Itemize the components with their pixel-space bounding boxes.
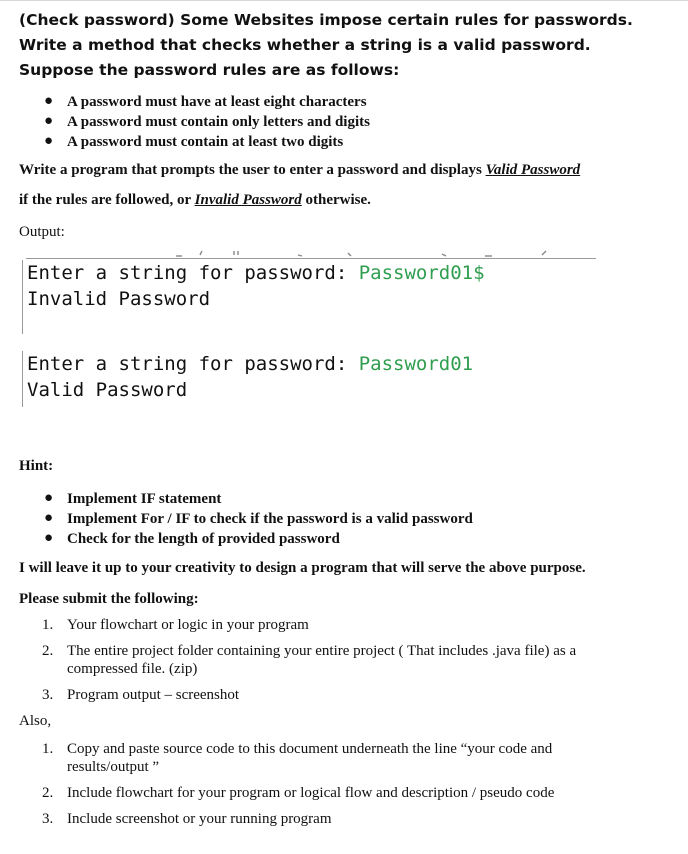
program-instruction-line1: Write a program that prompts the user to enter a password and displays Valid Password — [19, 162, 581, 178]
console-output-1 — [22, 260, 601, 334]
bullet-icon: ● — [44, 93, 54, 109]
program-instruction-line2: if the rules are followed, or Invalid Password otherwise. — [19, 192, 371, 208]
user-input: Password01$ — [358, 262, 485, 284]
list-item: ● Implement IF statement — [44, 490, 222, 507]
hint-label: Hint: — [19, 458, 54, 474]
list-item: 1. Your flowchart or logic in your program — [42, 617, 309, 633]
bullet-icon: ● — [44, 510, 54, 526]
bullet-icon: ● — [44, 490, 54, 506]
list-item: 3. Program output – screenshot — [42, 687, 240, 703]
console-result-line: Invalid Password — [27, 288, 211, 310]
problem-statement: (Check password) Some Websites impose certain rules for passwords. Write a method that checks whether a string is a valid password. Suppose the password rules are as follows: — [19, 11, 633, 79]
list-item: 1. Copy and paste source code to this document underneath the line “your code and results/output ” — [42, 741, 553, 775]
also-label: Also, — [19, 713, 52, 729]
hints-list — [19, 489, 473, 549]
password-rules-list — [19, 92, 370, 152]
list-item: ● A password must have at least eight characters — [44, 93, 367, 110]
list-item: ● Implement For / IF to check if the password is a valid password — [44, 510, 473, 527]
list-item: ● A password must contain only letters and digits — [44, 113, 370, 130]
list-item: 2. The entire project folder containing your entire project ( That includes .java file) as a compressed file. (zip) — [42, 643, 577, 677]
also-list — [19, 740, 619, 836]
output-label: Output: — [19, 224, 65, 240]
bullet-icon: ● — [44, 530, 54, 546]
list-item: 3. Include screenshot or your running program — [42, 811, 332, 827]
invalid-password-text: Invalid Password — [194, 192, 302, 208]
list-item: ● Check for the length of provided password — [44, 530, 340, 547]
bullet-icon: ● — [44, 113, 54, 129]
console-top-border — [26, 258, 596, 259]
list-item: 2. Include flowchart for your program or logical flow and description / pseudo code — [42, 785, 555, 801]
creativity-note: I will leave it up to your creativity to design a program that will serve the above purpose. — [19, 560, 586, 576]
user-input: Password01 — [358, 353, 474, 375]
console-result-line: Valid Password — [27, 379, 188, 401]
console-output-2 — [22, 351, 601, 407]
valid-password-text: Valid Password — [485, 162, 581, 178]
top-border — [0, 0, 688, 1]
console-prompt-line: Enter a string for password: Password01 — [27, 353, 474, 375]
bullet-icon: ● — [44, 133, 54, 149]
console-prompt-line: Enter a string for password: Password01$ — [27, 262, 485, 284]
list-item: ● A password must contain at least two digits — [44, 133, 344, 150]
submit-list — [19, 616, 629, 712]
crop-artifact-marks — [170, 249, 570, 257]
submit-label: Please submit the following: — [19, 591, 199, 607]
